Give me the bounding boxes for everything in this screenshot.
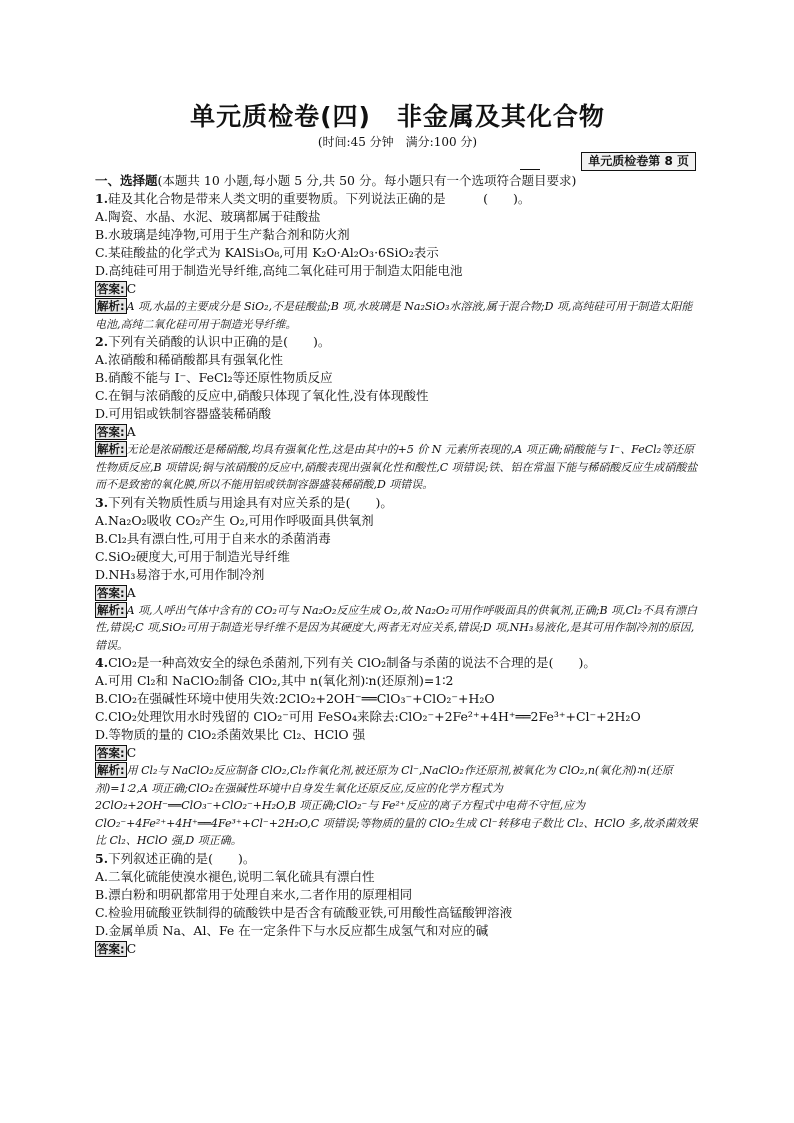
explanation-label: 解析: (97, 299, 125, 313)
question-stem (95, 333, 700, 351)
question-stem (95, 190, 700, 208)
question-number: 3. (95, 494, 109, 510)
section-note: (本题共 10 小题,每小题 5 分,共 50 分。每小题只有一个选项符合题目要求) (157, 173, 577, 188)
explanation (95, 441, 700, 494)
answer-option: A.二氧化硫能使溴水褪色,说明二氧化硫具有漂白性 (95, 868, 375, 884)
question-stem (95, 850, 700, 868)
answer-line (95, 423, 700, 441)
answer-value: A (126, 424, 136, 439)
question-item (95, 190, 700, 333)
answer-label: 答案: (97, 941, 125, 956)
answer-option: D.等物质的量的 ClO₂杀菌效果比 Cl₂、HClO 强 (95, 727, 366, 742)
question-text: ClO₂是一种高效安全的绿色杀菌剂,下列有关 ClO₂制备与杀菌的说法不合理的是( )。 (108, 655, 596, 670)
answer-option: A.陶瓷、水晶、水泥、玻璃都属于硅酸盐 (95, 209, 321, 224)
question-list (95, 190, 700, 958)
answer-label: 答案: (97, 746, 125, 760)
page-title: 单元质检卷(四) 非金属及其化合物 (190, 102, 605, 131)
answer-line (95, 584, 700, 602)
question-stem (95, 654, 700, 672)
answer-value: C (126, 281, 137, 296)
question-text: 下列有关物质性质与用途具有对应关系的是( )。 (108, 494, 393, 510)
answer-option: B.水玻璃是纯净物,可用于生产黏合剂和防火剂 (95, 227, 350, 242)
answer-option: C.在铜与浓硝酸的反应中,硝酸只体现了氧化性,没有体现酸性 (95, 388, 429, 403)
question-item (95, 494, 700, 655)
answer-option: C.SiO₂硬度大,可用于制造光导纤维 (95, 548, 290, 564)
answer-value: C (126, 745, 137, 760)
answer-option: B.漂白粉和明矾都常用于处理自来水,二者作用的原理相同 (95, 886, 413, 902)
exam-page (95, 100, 700, 958)
section-heading (95, 172, 700, 190)
answer-option: D.金属单质 Na、Al、Fe 在一定条件下与水反应都生成氢气和对应的碱 (95, 922, 489, 938)
question-text: 下列有关硝酸的认识中正确的是( )。 (108, 334, 331, 349)
answer-value: A (126, 584, 136, 600)
explanation-label: 解析: (97, 763, 125, 777)
explanation-label: 解析: (97, 602, 125, 617)
answer-option: D.可用铝或铁制容器盛装稀硝酸 (95, 406, 272, 421)
page-ref-row (95, 152, 700, 172)
answer-option: A.浓硝酸和稀硝酸都具有强氧化性 (95, 352, 284, 367)
section-title: 一、选择题 (95, 173, 158, 188)
answer-label: 答案: (97, 282, 125, 296)
answer-option: A.可用 Cl₂和 NaClO₂制备 ClO₂,其中 n(氧化剂)∶n(还原剂)=1∶2 (95, 673, 454, 688)
question-number: 5. (95, 850, 109, 866)
question-text: 硅及其化合物是带来人类文明的重要物质。下列说法正确的是 ( )。 (108, 191, 531, 206)
explanation (95, 762, 700, 850)
answer-line (95, 744, 700, 762)
explanation-text: A 项,人呼出气体中含有的 CO₂可与 Na₂O₂反应生成 O₂,故 Na₂O₂可用作呼吸面具的供氧剂,正确;B 项,Cl₂不具有漂白性,错误;C 项,SiO₂可用于制造光导纤维不是因为其硬度大,两者无对应关系,错误;D 项,NH₃易液化,是其可用作制冷剂的原因,错误。 (95, 603, 697, 652)
explanation-label: 解析: (97, 442, 125, 456)
question-item (95, 333, 700, 494)
answer-option: B.硝酸不能与 I⁻、FeCl₂等还原性物质反应 (95, 370, 333, 385)
answer-option: D.高纯硅可用于制造光导纤维,高纯二氧化硅可用于制造太阳能电池 (95, 263, 463, 278)
answer-option: B.ClO₂在强碱性环境中使用失效:2ClO₂+2OH⁻══ClO₃⁻+ClO₂⁻+H₂O (95, 691, 495, 706)
question-item (95, 850, 700, 958)
explanation-text: A 项,水晶的主要成分是 SiO₂,不是硅酸盐;B 项,水玻璃是 Na₂SiO₃水溶液,属于混合物;D 项,高纯硅可用于制造太阳能电池,高纯二氧化硅可用于制造光导纤维。 (95, 300, 693, 331)
question-number: 2. (95, 334, 109, 349)
answer-option: C.ClO₂处理饮用水时残留的 ClO₂⁻可用 FeSO₄来除去:ClO₂⁻+2Fe²⁺+4H⁺══2Fe³⁺+Cl⁻+2H₂O (95, 709, 641, 724)
answer-option: D.NH₃易溶于水,可用作制冷剂 (95, 566, 265, 582)
explanation (95, 298, 700, 333)
page-ref-underline (520, 169, 540, 170)
answer-label: 答案: (97, 585, 125, 600)
question-number: 4. (95, 655, 109, 670)
explanation (95, 602, 700, 655)
question-text: 下列叙述正确的是( )。 (108, 850, 256, 866)
question-stem (95, 494, 700, 512)
answer-option: A.Na₂O₂吸收 CO₂产生 O₂,可用作呼吸面具供氧剂 (95, 512, 374, 528)
answer-option: C.某硅酸盐的化学式为 KAlSi₃O₈,可用 K₂O·Al₂O₃·6SiO₂表示 (95, 245, 439, 260)
answer-label: 答案: (97, 425, 125, 439)
exam-meta: (时间:45 分钟 满分:100 分) (317, 135, 478, 149)
answer-line (95, 280, 700, 298)
answer-option: C.检验用硫酸亚铁制得的硫酸铁中是否含有硫酸亚铁,可用酸性高锰酸钾溶液 (95, 904, 513, 920)
explanation-text: 无论是浓硝酸还是稀硝酸,均具有强氧化性,这是由其中的+5 价 N 元素所表现的,A 项正确;硝酸能与 I⁻、FeCl₂等还原性物质反应,B 项错误;铜与浓硝酸的反应中,硝酸表现出强氧化性和酸性,C 项错误;铁、铝在常温下能与稀硝酸反应生成硝酸盐而不是致密的氧化膜,所以不能用铝或铁制容器盛装稀硝酸,D 项错误。 (95, 443, 698, 491)
answer-line (95, 940, 700, 958)
answer-value: C (126, 940, 137, 956)
page-ref-badge: 单元质检卷第 8 页 (581, 152, 696, 171)
question-number: 1. (95, 191, 109, 206)
explanation-text: 用 Cl₂与 NaClO₂反应制备 ClO₂,Cl₂作氧化剂,被还原为 Cl⁻,NaClO₂作还原剂,被氧化为 ClO₂,n(氧化剂)∶n(还原剂)=1∶2,A 项正确;ClO₂在强碱性环境中自身发生氧化还原反应,反应的化学方程式为 2ClO₂+2OH⁻══ClO₃⁻+ClO₂⁻+H₂O,B 项正确;ClO₂⁻与 Fe²⁺反应的离子方程式中电荷不守恒,应为 ClO₂⁻+4Fe²⁺+4H⁺══4Fe³⁺+Cl⁻+2H₂O,C 项错误;等物质的量的 ClO₂生成 Cl⁻转移电子数比 Cl₂、HClO 多,故杀菌效果比 Cl₂、HClO 强,D 项正确。 (95, 764, 698, 847)
answer-option: B.Cl₂具有漂白性,可用于自来水的杀菌消毒 (95, 530, 331, 546)
question-item (95, 654, 700, 850)
